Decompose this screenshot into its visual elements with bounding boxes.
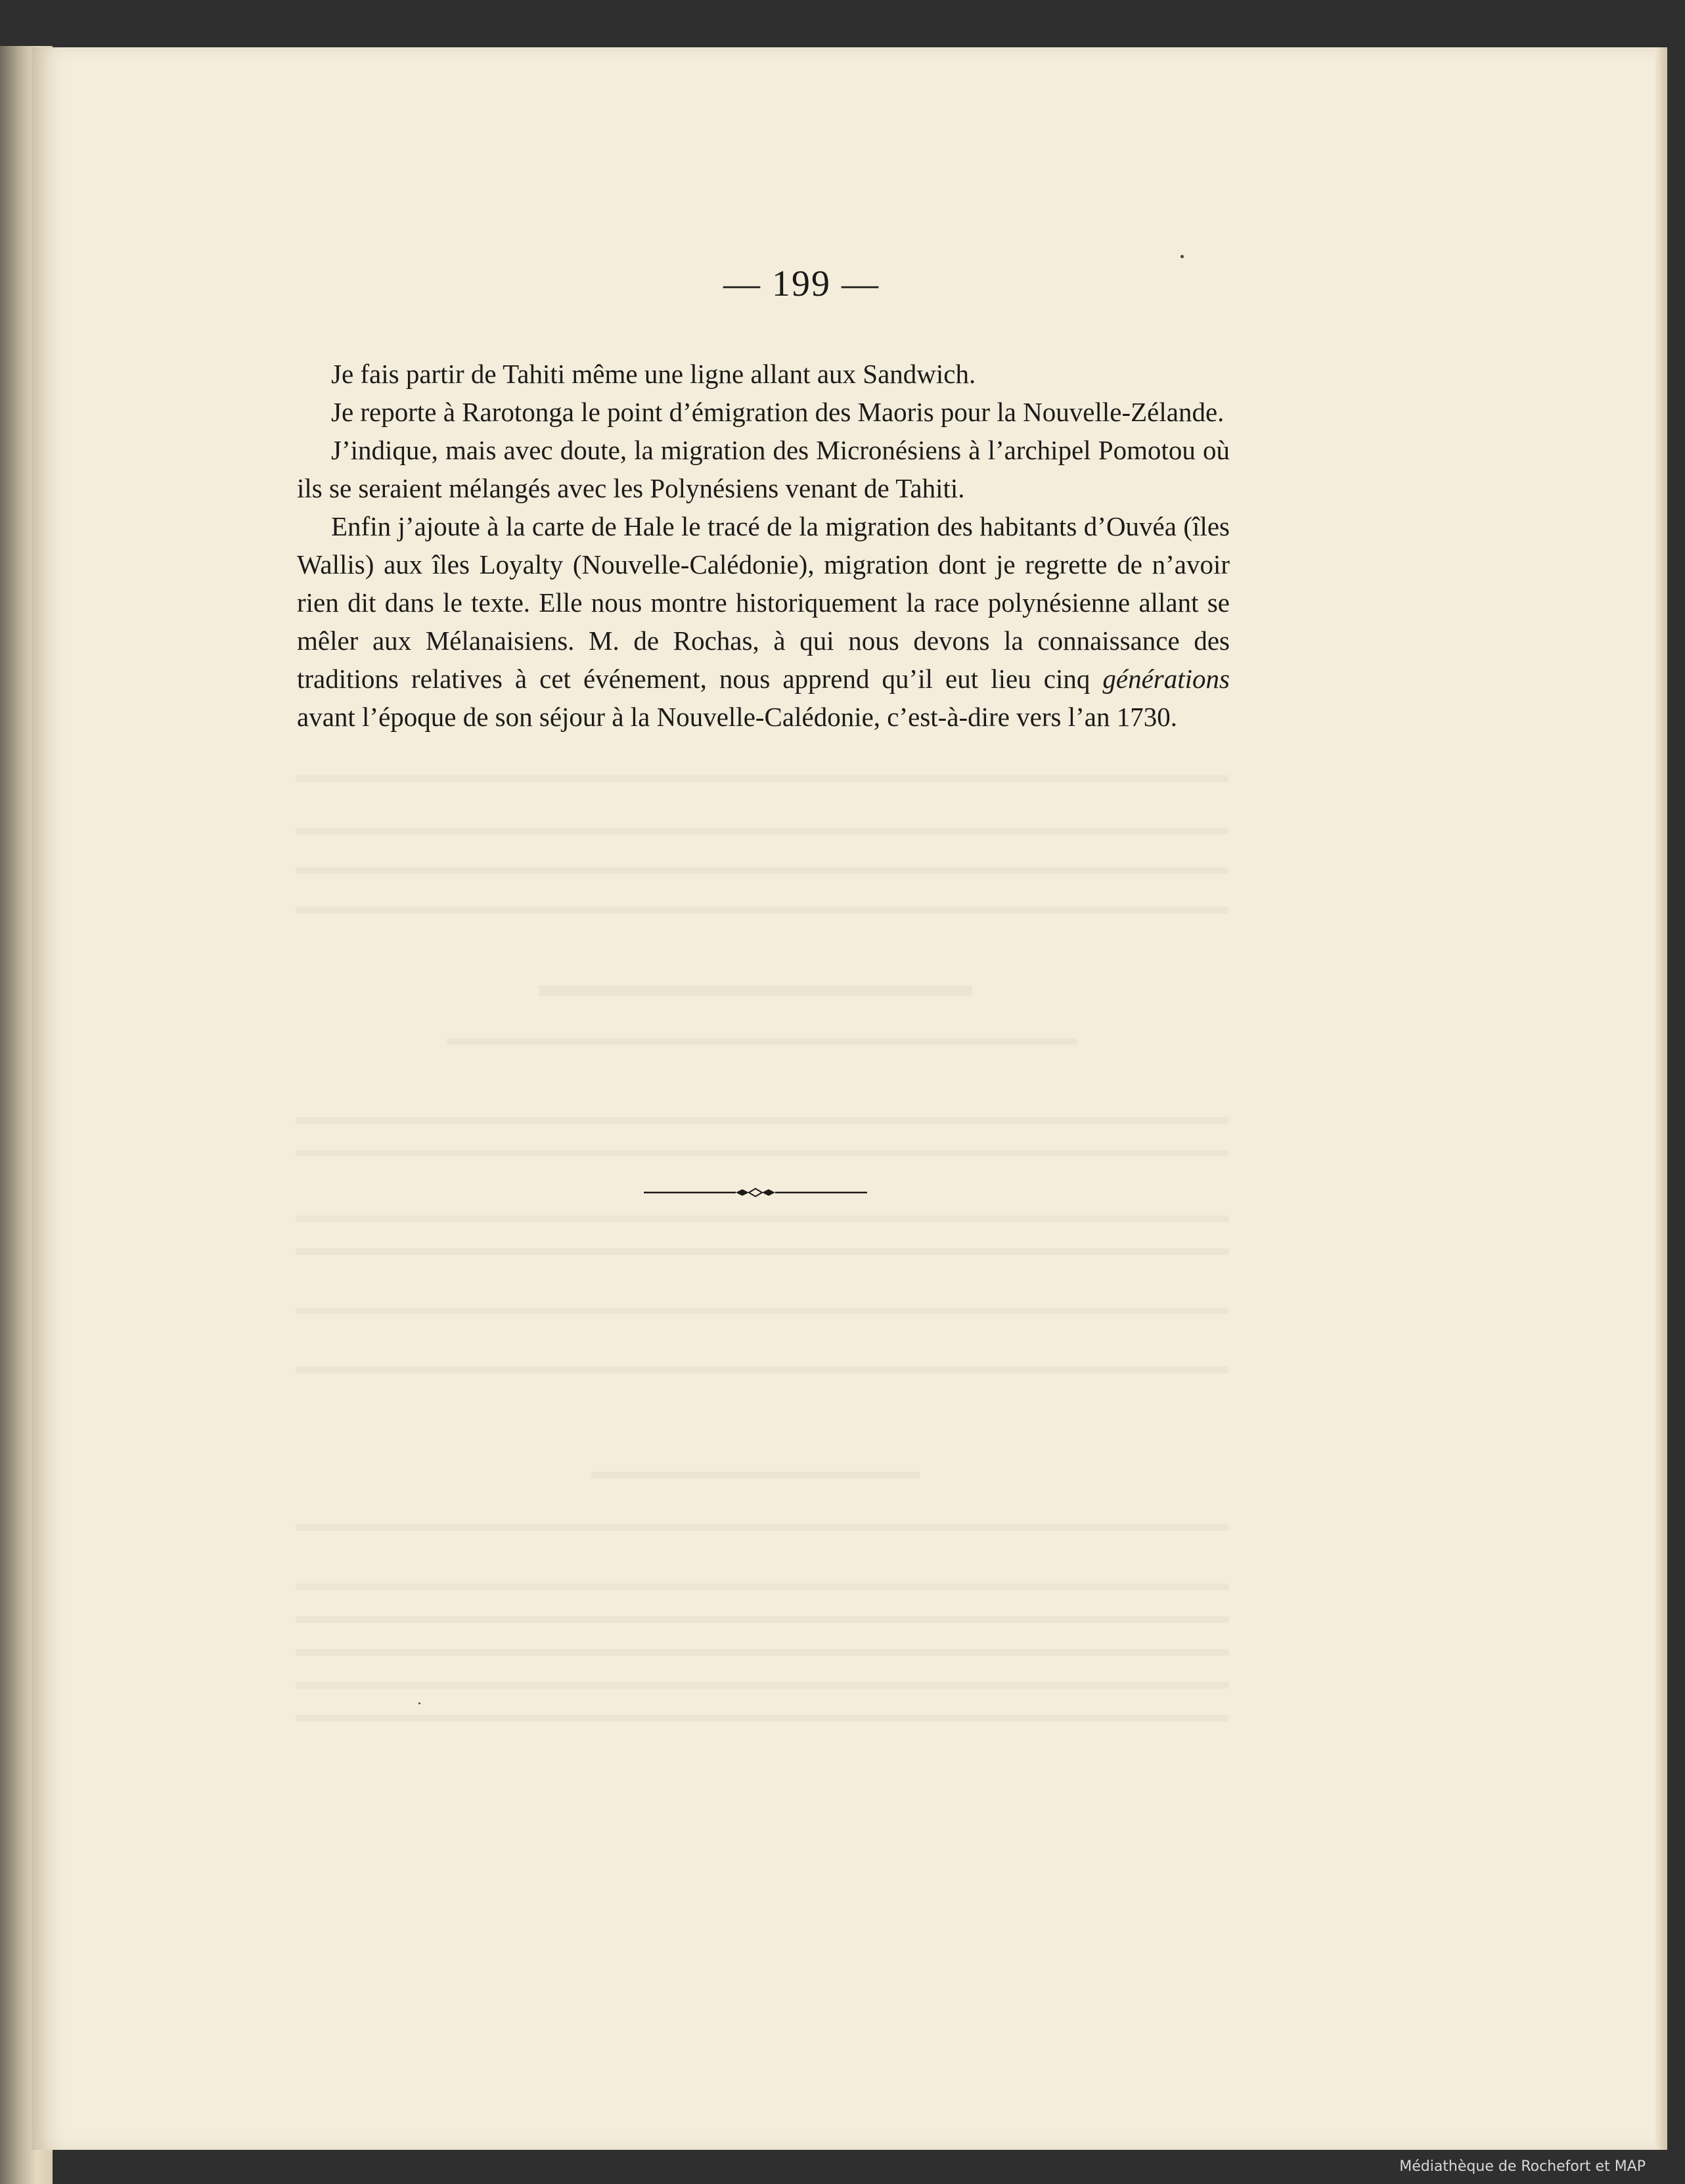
paragraph-text: avant l’époque de son séjour à la Nouvelle-Calédonie, c’est-à-dire vers l’an 1730. — [297, 702, 1177, 732]
end-ornament — [644, 1186, 867, 1199]
paper-speck — [1180, 255, 1184, 258]
paragraph-text: Enfin j’ajoute à la carte de Hale le tracé de la migration des habitants d’Ouvéa (îles Wallis) aux îles Loyalty (Nouvelle-Calédonie), migration dont je regrette de n’avoir rien dit dans le texte. Elle nous montre historiquement la race polynésienne allant se mêler aux Mélanaisiens. M. de Rochas, à qui nous devons la connaissance des traditions relatives à cet événement, nous apprend qu’il eut lieu cinq — [297, 511, 1230, 694]
page-edge-shadow — [1655, 47, 1667, 2150]
body-text — [297, 355, 1230, 736]
paragraph: J’indique, mais avec doute, la migration des Micronésiens à l’archipel Pomotou où ils se seraient mélangés avec les Polynésiens venant de Tahiti. — [297, 435, 1230, 503]
paragraph — [297, 507, 1230, 736]
italic-term: générations — [1102, 664, 1230, 694]
page-number: — 199 — — [723, 263, 880, 304]
paper-speck — [418, 1702, 420, 1704]
paragraph: Je fais partir de Tahiti même une ligne allant aux Sandwich. — [331, 359, 976, 389]
watermark: Médiathèque de Rochefort et MAP — [1399, 2158, 1646, 2175]
paragraph: Je reporte à Rarotonga le point d’émigration des Maoris pour la Nouvelle-Zélande. — [331, 397, 1224, 427]
